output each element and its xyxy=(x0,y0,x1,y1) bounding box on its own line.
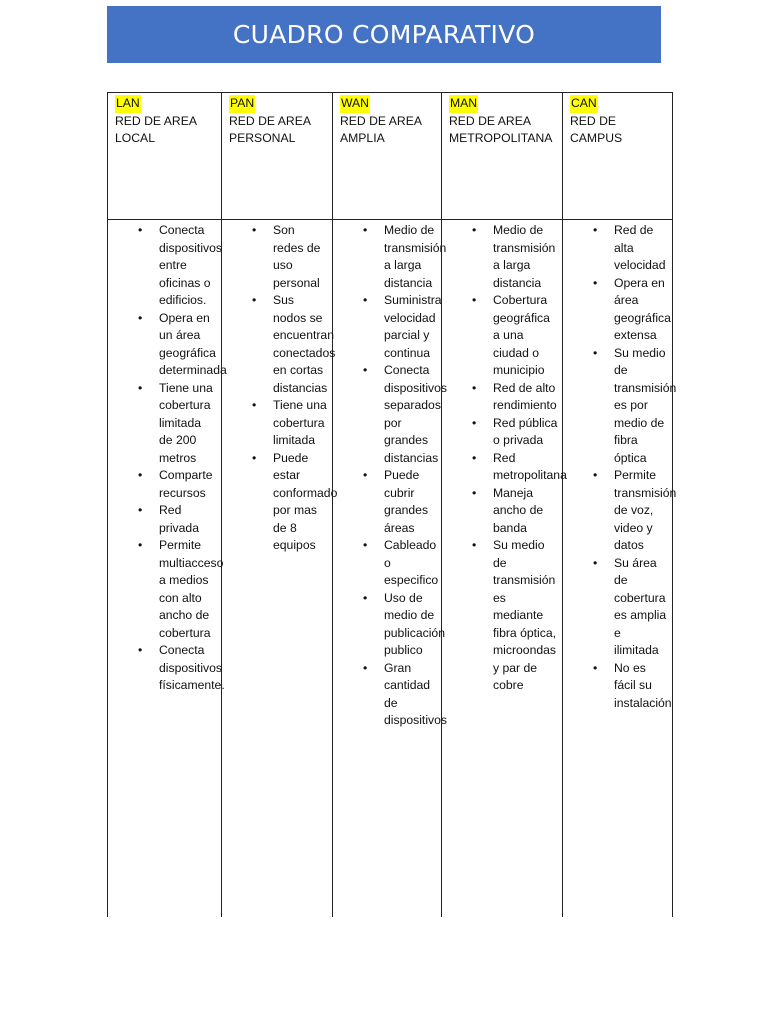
list-item: • Red privada xyxy=(159,502,216,537)
header-cell-pan xyxy=(222,93,333,220)
network-name: RED DE AREA PERSONAL xyxy=(229,113,311,145)
network-abbr: CAN xyxy=(570,95,598,113)
list-item: • Red de alto rendimiento xyxy=(493,380,558,415)
list-item: • Permite transmisión de voz, video y datos xyxy=(614,467,668,555)
list-item: • Opera en área geográfica extensa xyxy=(614,275,668,345)
header-cell-lan xyxy=(108,93,222,220)
feature-list xyxy=(108,220,227,695)
header-row xyxy=(108,93,673,220)
list-item: • Comparte recursos xyxy=(159,467,216,502)
list-item: • Red metropolitana xyxy=(493,450,558,485)
list-item: • Cobertura geográfica a una ciudad o municipio xyxy=(493,292,558,380)
network-name: RED DE AREA LOCAL xyxy=(115,113,197,145)
list-item: • Suministra velocidad parcial y continua xyxy=(384,292,437,362)
list-item: • No es fácil su instalación xyxy=(614,660,668,713)
network-name: RED DE AREA AMPLIA xyxy=(340,113,422,145)
features-cell-lan xyxy=(108,220,227,918)
list-item: • Su medio de transmisión es mediante fibra óptica, microondas y par de cobre xyxy=(493,537,558,695)
list-item: • Red de alta velocidad xyxy=(614,222,668,275)
list-item: • Puede estar conformado por mas de 8 equipos xyxy=(273,450,328,555)
list-item: • Red pública o privada xyxy=(493,415,558,450)
list-item: • Conecta dispositivos físicamente. xyxy=(159,642,216,695)
network-abbr: MAN xyxy=(449,95,478,113)
list-item: • Medio de transmisión a larga distancia xyxy=(493,222,558,292)
header-cell-wan xyxy=(333,93,442,220)
list-item: • Tiene una cobertura limitada de 200 metros xyxy=(159,380,216,468)
list-item: • Permite multiacceso a medios con alto ancho de cobertura xyxy=(159,537,216,642)
feature-list xyxy=(563,220,677,712)
list-item: • Su área de cobertura es amplia e ilimitada xyxy=(614,555,668,660)
feature-list xyxy=(222,220,338,555)
network-abbr: PAN xyxy=(229,95,255,113)
features-cell-can xyxy=(563,220,677,918)
network-name: RED DE CAMPUS xyxy=(570,113,623,145)
list-item: • Sus nodos se encuentran conectados en cortas distancias xyxy=(273,292,328,397)
list-item: • Medio de transmisión a larga distancia xyxy=(384,222,437,292)
features-cell-man xyxy=(442,220,567,918)
list-item: • Opera en un área geográfica determinada xyxy=(159,310,216,380)
features-cell-pan xyxy=(222,220,338,918)
feature-list xyxy=(442,220,567,695)
features-cell-wan xyxy=(333,220,447,918)
list-item: • Su medio de transmisión es por medio de fibra óptica xyxy=(614,345,668,468)
network-name: RED DE AREA METROPOLITANA xyxy=(449,113,553,145)
list-item: • Conecta dispositivos separados por grandes distancias xyxy=(384,362,437,467)
list-item: • Maneja ancho de banda xyxy=(493,485,558,538)
network-abbr: LAN xyxy=(115,95,141,113)
feature-list xyxy=(333,220,447,730)
list-item: • Cableado o especifico xyxy=(384,537,437,590)
list-item: • Gran cantidad de dispositivos xyxy=(384,660,437,730)
list-item: • Uso de medio de publicación publico xyxy=(384,590,437,660)
comparison-table xyxy=(107,92,677,917)
title-banner xyxy=(107,6,661,63)
page-title: CUADRO COMPARATIVO xyxy=(232,20,536,49)
features-row xyxy=(108,220,673,918)
network-abbr: WAN xyxy=(340,95,370,113)
header-cell-man xyxy=(442,93,563,220)
list-item: • Son redes de uso personal xyxy=(273,222,328,292)
list-item: • Tiene una cobertura limitada xyxy=(273,397,328,450)
list-item: • Puede cubrir grandes áreas xyxy=(384,467,437,537)
header-cell-can xyxy=(563,93,673,220)
list-item: • Conecta dispositivos entre oficinas o edificios. xyxy=(159,222,216,310)
